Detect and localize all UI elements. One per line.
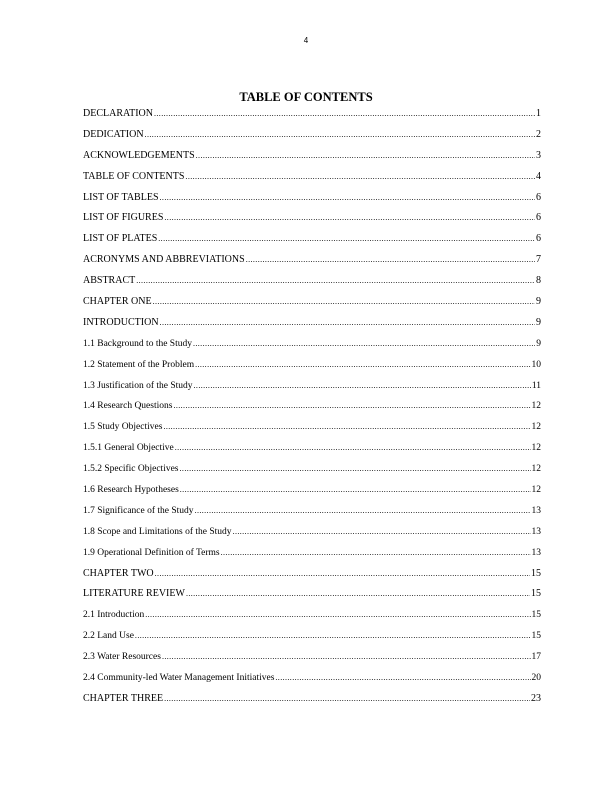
dot-leader: [180, 484, 531, 496]
toc-entry-label: CHAPTER THREE: [83, 692, 164, 704]
toc-entry: [83, 150, 541, 171]
dot-leader: [196, 150, 535, 162]
toc-entry-label: DECLARATION: [83, 108, 153, 119]
toc-list: [83, 108, 541, 714]
toc-entry-label: 2.1 Introduction: [83, 610, 145, 621]
toc-entry-label: 1.5 Study Objectives: [83, 422, 163, 433]
dot-leader: [246, 254, 535, 266]
toc-entry-label: 1.8 Scope and Limitations of the Study: [83, 526, 232, 537]
toc-entry-page: 12: [531, 485, 541, 496]
dot-leader: [160, 317, 535, 329]
toc-entry-page: 15: [531, 610, 541, 621]
toc-entry-label: 1.7 Significance of the Study: [83, 505, 194, 516]
dot-leader: [153, 296, 535, 308]
toc-entry-label: 1.1 Background to the Study: [83, 338, 192, 349]
dot-leader: [162, 651, 531, 663]
toc-entry: [83, 171, 541, 192]
toc-entry-label: ACKNOWLEDGEMENTS: [83, 149, 195, 161]
toc-entry: [83, 254, 541, 275]
toc-entry-page: 10: [531, 359, 541, 370]
toc-entry-label: TABLE OF CONTENTS: [83, 170, 185, 182]
toc-entry-label: 1.6 Research Hypotheses: [83, 485, 179, 496]
toc-entry-page: 6: [536, 191, 541, 203]
toc-entry: [83, 547, 541, 568]
toc-entry: [83, 609, 541, 630]
toc-entry-page: 9: [536, 338, 541, 349]
toc-entry-label: LIST OF TABLES: [83, 191, 159, 203]
toc-entry-label: INTRODUCTION: [83, 316, 159, 328]
toc-entry-page: 1: [536, 108, 541, 119]
toc-entry-label: CHAPTER TWO: [83, 567, 154, 579]
toc-entry-page: 6: [536, 212, 541, 224]
toc-entry-page: 12: [531, 401, 541, 412]
toc-entry-page: 13: [531, 526, 541, 537]
toc-entry: [83, 296, 541, 317]
toc-entry: [83, 588, 541, 609]
dot-leader: [154, 108, 535, 120]
dot-leader: [135, 630, 531, 642]
dot-leader: [145, 129, 535, 141]
toc-entry-label: ACRONYMS AND ABBREVIATIONS: [83, 254, 245, 266]
toc-entry-label: CHAPTER ONE: [83, 296, 152, 308]
dot-leader: [163, 421, 530, 433]
dot-leader: [185, 171, 535, 183]
toc-entry-page: 13: [531, 547, 541, 558]
dot-leader: [275, 672, 530, 684]
toc-entry: [83, 630, 541, 651]
toc-entry-page: 7: [536, 254, 541, 266]
toc-entry-label: 1.9 Operational Definition of Terms: [83, 547, 220, 558]
toc-entry: [83, 672, 541, 693]
toc-entry-label: 2.4 Community-led Water Management Initiatives: [83, 673, 275, 684]
toc-entry: [83, 338, 541, 359]
toc-entry: [83, 568, 541, 589]
toc-entry-label: 2.2 Land Use: [83, 631, 134, 642]
dot-leader: [180, 463, 531, 475]
toc-entry-label: ABSTRACT: [83, 275, 136, 287]
toc-entry-page: 6: [536, 233, 541, 245]
toc-title: TABLE OF CONTENTS: [239, 90, 373, 104]
toc-entry-page: 11: [531, 380, 541, 391]
toc-entry: [83, 212, 541, 233]
dot-leader: [164, 212, 535, 224]
toc-entry: [83, 275, 541, 296]
toc-entry-label: 1.3 Justification of the Study: [83, 380, 193, 391]
toc-entry-page: 8: [536, 275, 541, 287]
toc-entry: [83, 192, 541, 213]
toc-entry: [83, 526, 541, 547]
toc-entry-label: LIST OF PLATES: [83, 233, 158, 245]
toc-entry-page: 15: [531, 567, 541, 579]
toc-entry-label: 1.2 Statement of the Problem: [83, 359, 195, 370]
toc-entry-page: 23: [531, 692, 541, 704]
toc-entry-label: 2.3 Water Resources: [83, 652, 161, 663]
toc-entry: [83, 421, 541, 442]
toc-entry: [83, 484, 541, 505]
dot-leader: [155, 568, 530, 580]
toc-entry: [83, 693, 541, 714]
toc-entry-label: 1.5.2 Specific Objectives: [83, 464, 179, 475]
dot-leader: [186, 588, 530, 600]
toc-entry-label: DEDICATION: [83, 128, 144, 140]
toc-entry-page: 17: [531, 652, 541, 663]
dot-leader: [233, 526, 531, 538]
toc-entry-page: 15: [531, 588, 541, 600]
toc-entry: [83, 463, 541, 484]
dot-leader: [164, 693, 530, 705]
dot-leader: [160, 192, 535, 204]
toc-entry: [83, 233, 541, 254]
toc-entry-page: 20: [531, 673, 541, 684]
dot-leader: [195, 359, 530, 371]
toc-entry: [83, 129, 541, 150]
dot-leader: [136, 275, 535, 287]
toc-entry-page: 12: [531, 443, 541, 454]
toc-entry-label: 1.4 Research Questions: [83, 401, 173, 412]
toc-entry-page: 15: [531, 631, 541, 642]
toc-entry: [83, 380, 541, 401]
toc-entry-label: 1.5.1 General Objective: [83, 443, 174, 454]
toc-entry-page: 9: [536, 296, 541, 308]
dot-leader: [145, 609, 530, 621]
toc-entry: [83, 442, 541, 463]
dot-leader: [221, 547, 531, 559]
dot-leader: [173, 400, 530, 412]
toc-entry-page: 2: [536, 128, 541, 140]
toc-entry: [83, 317, 541, 338]
toc-entry: [83, 651, 541, 672]
dot-leader: [195, 505, 531, 517]
toc-entry: [83, 400, 541, 421]
toc-entry-page: 4: [536, 170, 541, 182]
dot-leader: [194, 380, 531, 392]
toc-entry-label: LIST OF FIGURES: [83, 212, 164, 224]
toc-entry: [83, 108, 541, 129]
toc-entry: [83, 505, 541, 526]
toc-entry-label: LITERATURE REVIEW: [83, 588, 185, 600]
toc-entry-page: 12: [531, 422, 541, 433]
toc-entry-page: 13: [531, 505, 541, 516]
toc-entry-page: 9: [536, 316, 541, 328]
dot-leader: [193, 338, 535, 350]
toc-entry-page: 3: [536, 149, 541, 161]
dot-leader: [158, 233, 535, 245]
toc-entry: [83, 359, 541, 380]
toc-entry-page: 12: [531, 464, 541, 475]
dot-leader: [175, 442, 531, 454]
page-number: 4: [303, 36, 309, 45]
